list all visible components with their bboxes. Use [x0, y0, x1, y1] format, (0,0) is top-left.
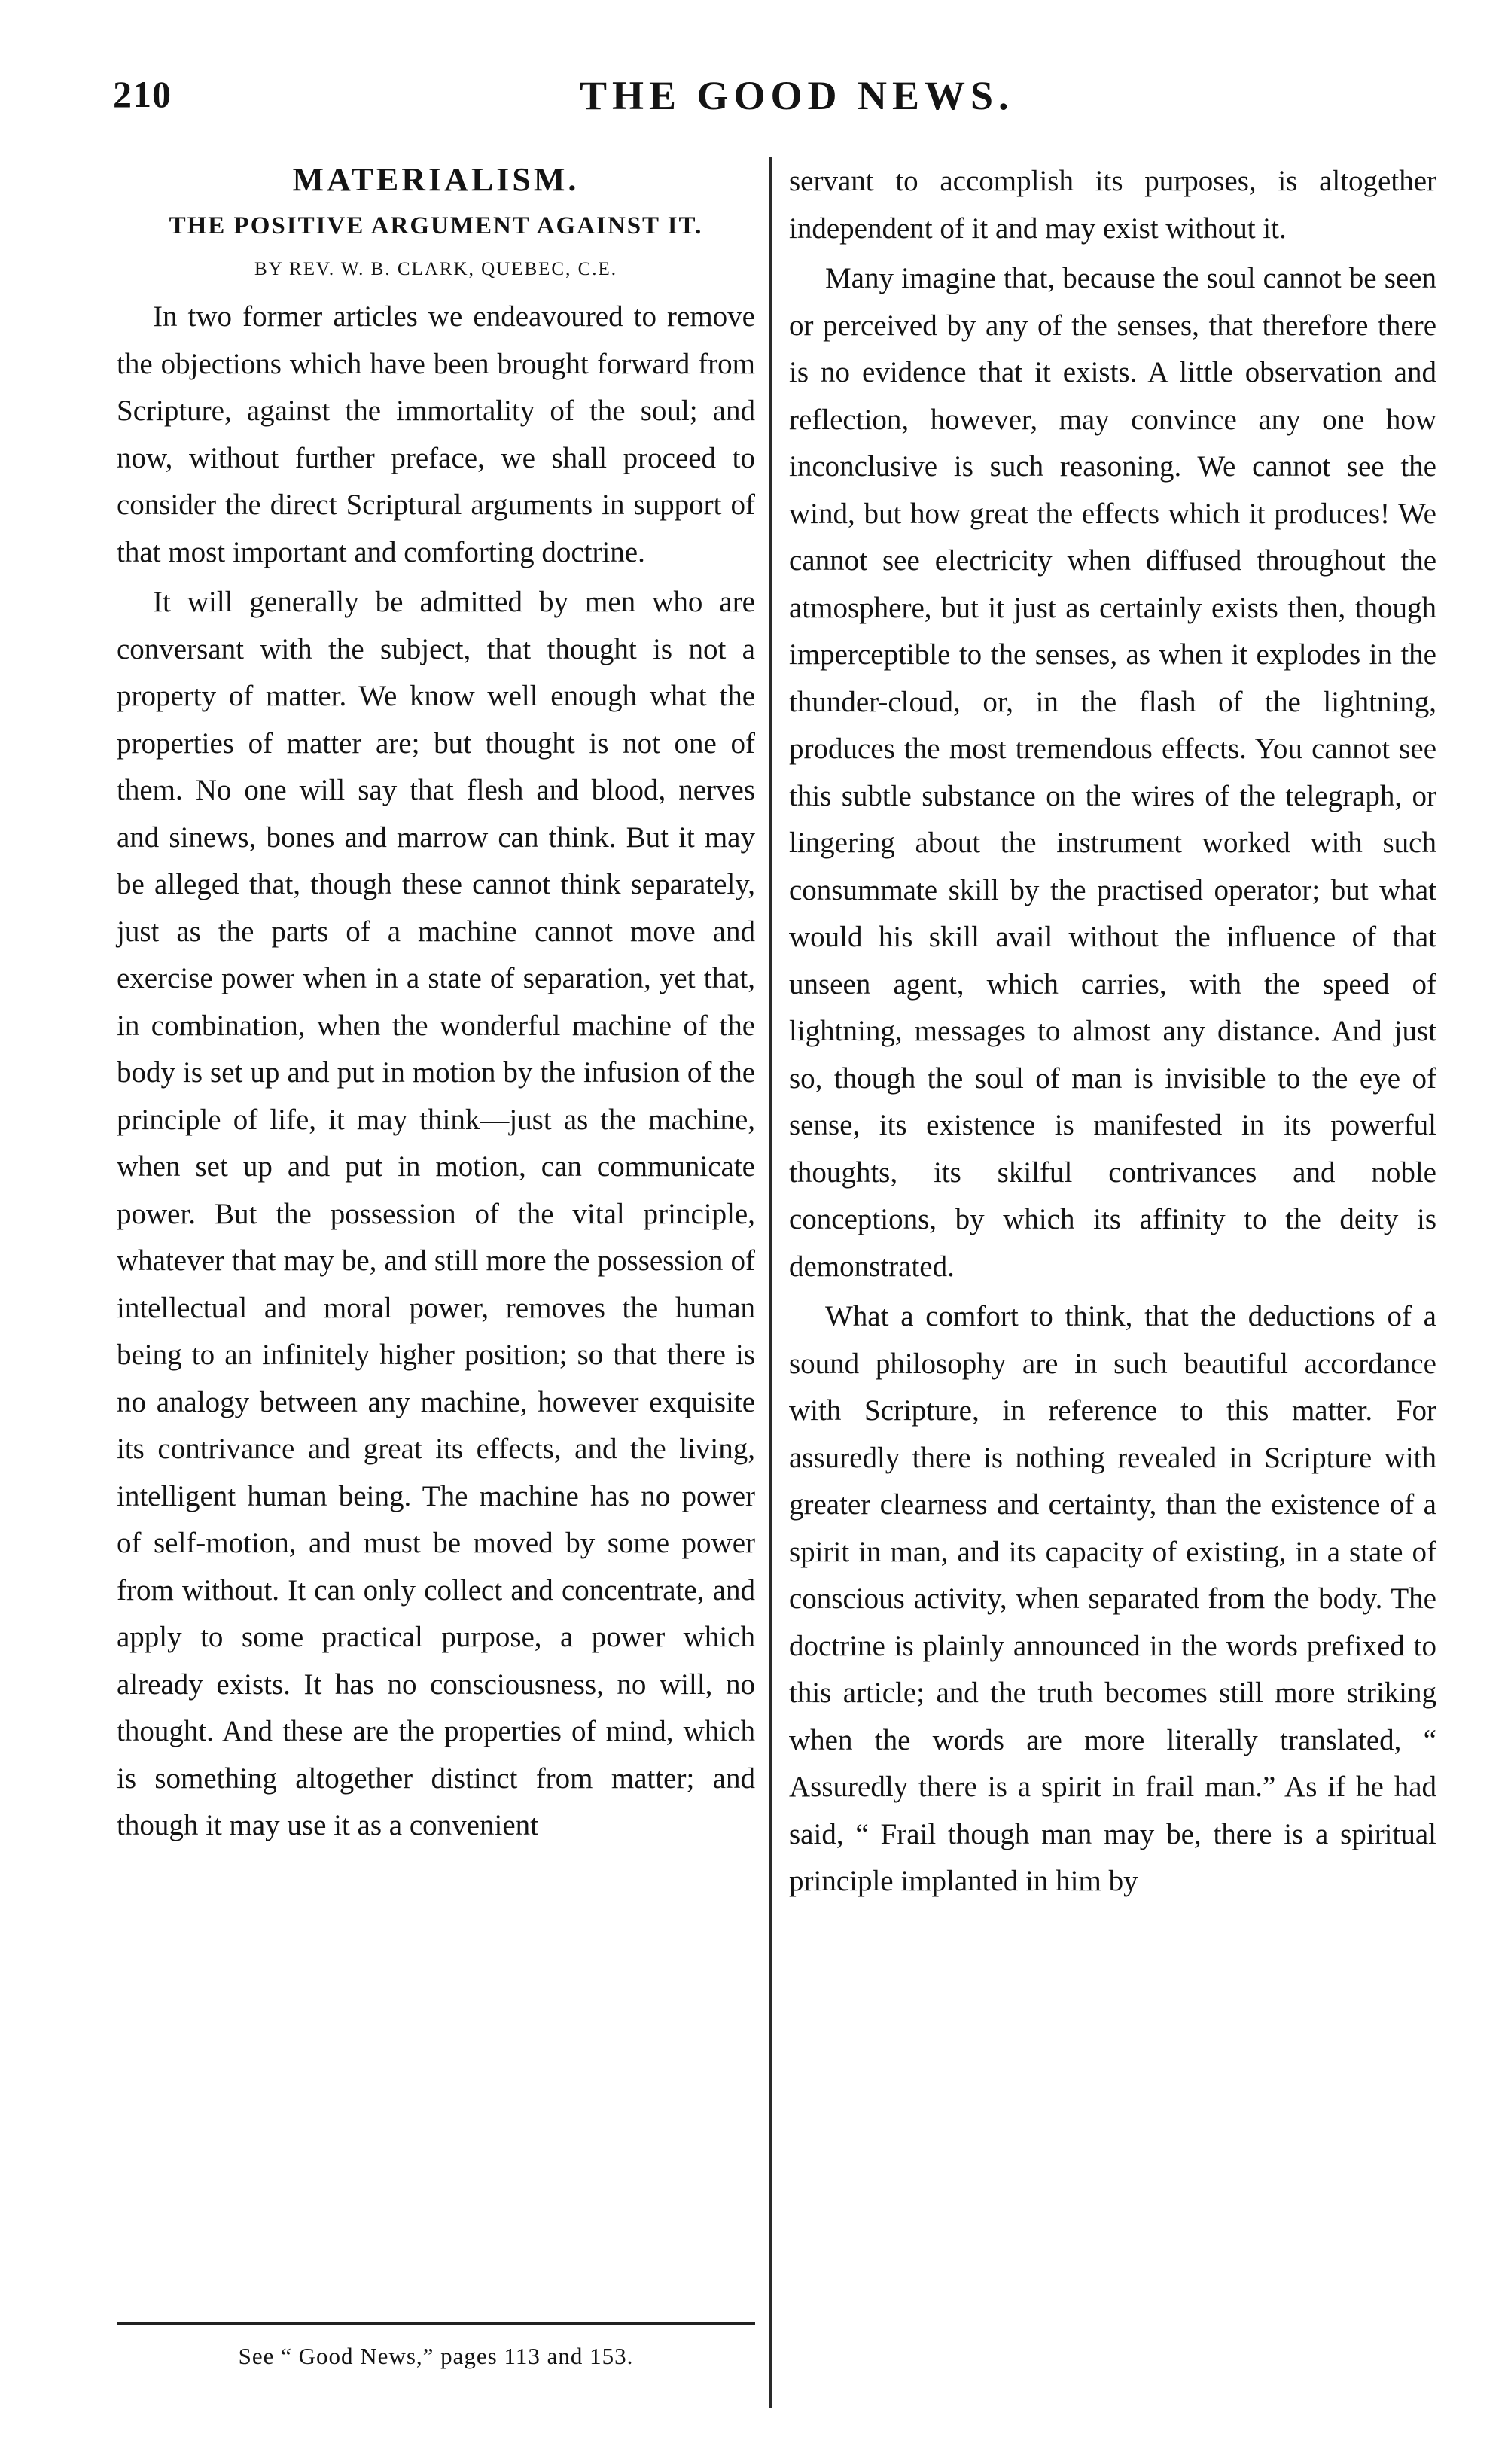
- left-column: [117, 157, 755, 1850]
- page-number: 210: [113, 73, 172, 115]
- paragraph: It will generally be admitted by men who are conversant with the subject, that thought is not a property of matter. We know well enough what the properties of matter are; but thought is not one of them. No one will say that flesh and blood, nerves and sinews, bones and marrow can think. But it may be alleged that, though these cannot think separately, just as the parts of a machine cannot move and exercise power when in a state of separation, yet that, in combination, when the wonderful machine of the body is set up and put in motion by the infusion of the principle of life, it may think—just as the machine, when set up and put in motion, can communicate power. But the possession of the vital principle, whatever that may be, and still more the possession of intellectual and moral power, removes the human being to an infinitely higher position; so that there is no analogy between any machine, however exquisite its contrivance and great its effects, and the living, intelligent human being. The machine has no power of self-motion, and must be moved by some power from without. It can only collect and concentrate, and apply to some practical purpose, a power which already exists. It has no consciousness, no will, no thought. And these are the properties of mind, which is something altogether distinct from matter; and though it may use it as a convenient: [117, 586, 755, 1841]
- right-column: [789, 158, 1436, 1905]
- article-subtitle: THE POSITIVE ARGUMENT AGAINST IT.: [169, 212, 703, 239]
- paragraph: In two former articles we endeavoured to remove the objections which have been brought forward from Scripture, against the immortality of the soul; and now, without further preface, we shall proceed to consider the direct Scriptural arguments in support of that most important and comforting doctrine.: [117, 300, 755, 568]
- footnote-rule: [117, 2322, 755, 2325]
- article-title: MATERIALISM.: [292, 161, 580, 198]
- footnote: See “ Good News,” pages 113 and 153.: [238, 2343, 634, 2369]
- paragraph: Many imagine that, because the soul cannot be seen or perceived by any of the senses, that therefore there is no evidence that it exists. A little observation and reflection, however, may convince any one how inconclusive is such reasoning. We cannot see the wind, but how great the effects which it produces! We cannot see electricity when diffused throughout the atmosphere, but it just as certainly exists then, though imperceptible to the senses, as when it explodes in the thunder-cloud, or, in the flash of the lightning, produces the most tremendous effects. You cannot see this subtle substance on the wires of the telegraph, or lingering about the instrument worked with such consummate skill by the practised operator; but what would his skill avail without the influence of that unseen agent, which carries, with the speed of lightning, messages to almost any distance. And just so, though the soul of man is invisible to the eye of sense, its existence is manifested in its powerful thoughts, its skilful contrivances and noble conceptions, by which its affinity to the deity is demonstrated.: [789, 262, 1436, 1283]
- journal-title: THE GOOD NEWS.: [580, 73, 1014, 118]
- column-divider: [769, 157, 772, 2408]
- running-head: [113, 72, 1446, 132]
- article-byline: BY REV. W. B. CLARK, QUEBEC, C.E.: [254, 259, 618, 279]
- paragraph: What a comfort to think, that the deductions of a sound philosophy are in such beautiful accordance with Scripture, in reference to this matter. For assuredly there is nothing revealed in Scripture with greater clearness and certainty, than the existence of a spirit in man, and its capacity of existing, in a state of conscious activity, when separated from the body. The doctrine is plainly announced in the words prefixed to this article; and the truth becomes still more striking when the words are more literally translated, “ Assuredly there is a spirit in frail man.” As if he had said, “ Frail though man may be, there is a spiritual principle implanted in him by: [789, 1300, 1436, 1897]
- paragraph-continued: servant to accomplish its purposes, is altogether independent of it and may exist without it.: [789, 165, 1436, 245]
